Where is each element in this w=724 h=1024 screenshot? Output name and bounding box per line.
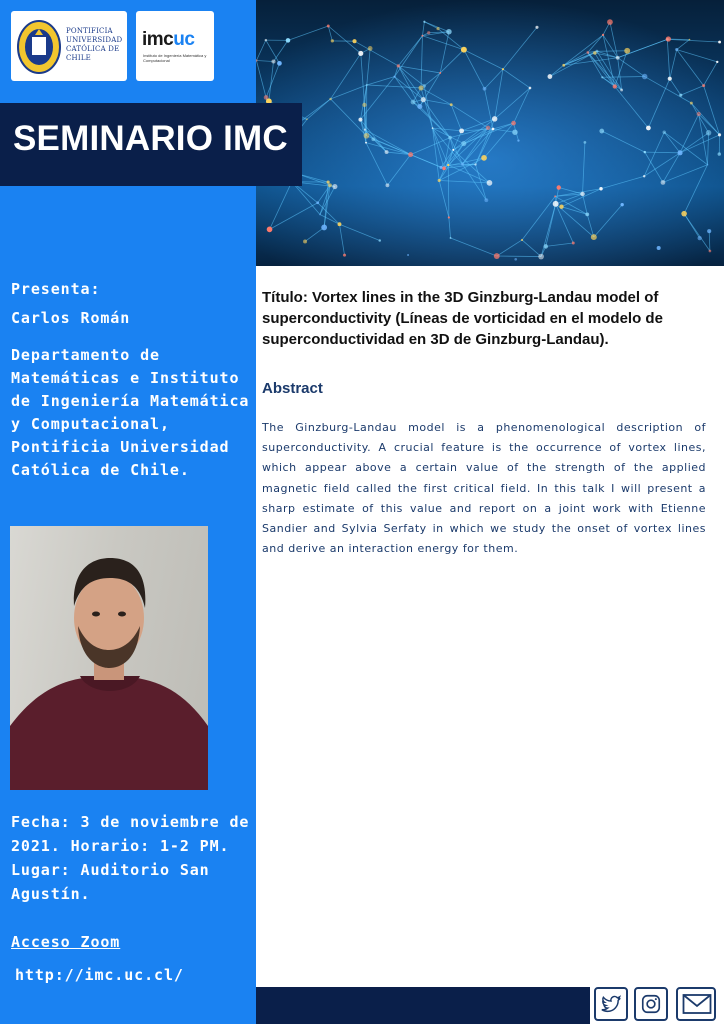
zoom-link[interactable]: Acceso Zoom bbox=[11, 933, 121, 951]
twitter-button[interactable] bbox=[594, 987, 628, 1021]
imc-brand-a: imc bbox=[142, 29, 174, 50]
imc-brand bbox=[142, 29, 194, 51]
abstract-heading: Abstract bbox=[262, 380, 323, 397]
imc-logo bbox=[136, 11, 214, 81]
abstract-text: The Ginzburg-Landau model is a phenomenological description of superconductivity. A crucial feature is the occurrence of vortex lines, which appear above a certain value of the strength of the applied magnetic field called the first critical field. In this talk I will present a sharp estimate of this value and report on a joint work with Etienne Sandier and Sylvia Serfaty in which we study the onset of vortex lines and derive an interaction energy for them. bbox=[262, 421, 706, 556]
title-band bbox=[0, 103, 302, 186]
puc-logo bbox=[11, 11, 127, 81]
imc-subtitle: Instituto de Ingeniería Matemática y Computacional bbox=[143, 53, 207, 63]
speaker-name: Carlos Román bbox=[11, 309, 131, 327]
presenta-label: Presenta: bbox=[11, 280, 101, 298]
speaker-affiliation: Departamento de Matemáticas e Instituto de Ingeniería Matemática y Computacional, Pontificia Universidad Católica de Chile. bbox=[11, 346, 250, 479]
instagram-button[interactable] bbox=[634, 987, 668, 1021]
footer-bar bbox=[256, 987, 590, 1024]
speaker-photo bbox=[10, 526, 208, 790]
instagram-icon bbox=[640, 993, 662, 1015]
puc-name: PONTIFICIA UNIVERSIDAD CATÓLICA DE CHILE bbox=[66, 27, 123, 62]
university-seal-icon bbox=[16, 17, 62, 75]
twitter-icon bbox=[600, 993, 622, 1015]
hero-network-image bbox=[256, 0, 724, 266]
imc-brand-b: uc bbox=[173, 29, 195, 50]
talk-title: Título: Vortex lines in the 3D Ginzburg-Landau model of superconductivity (Líneas de vorticidad en el modelo de superconductividad en 3D de Ginzburg-Landau). bbox=[262, 289, 663, 348]
email-button[interactable] bbox=[676, 987, 716, 1021]
page-title: SEMINARIO IMC bbox=[13, 119, 288, 158]
event-details: Fecha: 3 de noviembre de 2021. Horario: 1-2 PM. Lugar: Auditorio San Agustín. bbox=[11, 813, 250, 903]
website-url[interactable]: http://imc.uc.cl/ bbox=[15, 966, 184, 984]
email-icon bbox=[682, 993, 712, 1015]
